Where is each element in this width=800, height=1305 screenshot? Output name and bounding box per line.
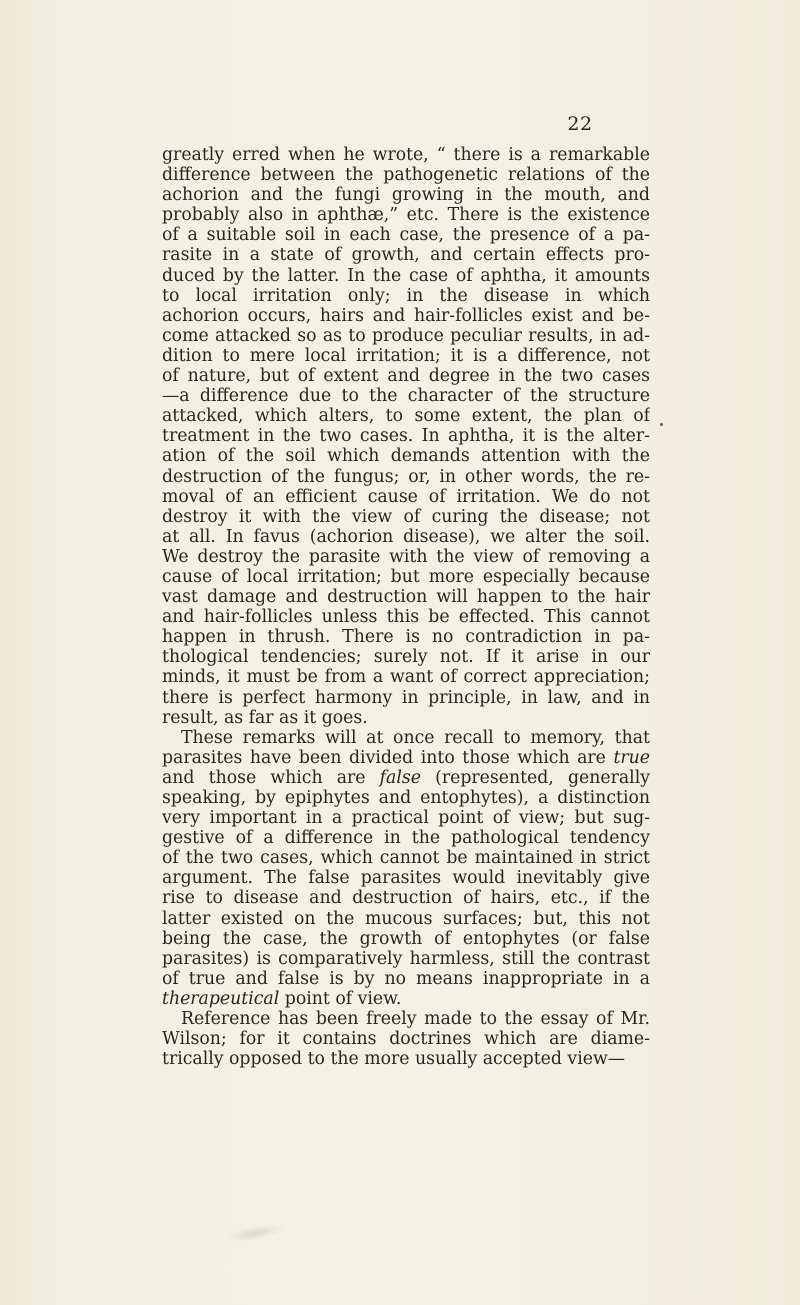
text-line: trically opposed to the more usually accepted view— (162, 1049, 626, 1070)
text-line: of true and false is by no means inappropriate in a (162, 968, 650, 989)
text-line: of nature, but of extent and degree in the two cases (162, 366, 650, 387)
text-line: come attacked so as to produce peculiar results, in ad- (162, 325, 650, 346)
italic-word: true (613, 747, 650, 768)
text-line-with-italic (162, 768, 650, 788)
text-line-with-italic (162, 989, 650, 1009)
text-line: of the two cases, which cannot be maintained in strict (162, 848, 650, 869)
text-fragment: (represented, generally (435, 767, 650, 788)
text-line: thological tendencies; surely not. If it arise in our (162, 647, 650, 668)
body-text (162, 145, 650, 1069)
text-line: to local irritation only; in the disease in which (162, 285, 650, 306)
text-line: happen in thrush. There is no contradiction in pa- (162, 627, 650, 648)
text-fragment: and those which are (162, 767, 366, 788)
text-line: vast damage and destruction will happen to the hair (162, 587, 650, 608)
text-fragment: point of view. (284, 988, 402, 1009)
ink-speck (660, 423, 663, 426)
text-line: argument. The false parasites would inevitably give (162, 868, 650, 889)
text-line: very important in a practical point of view; but sug- (162, 808, 650, 829)
text-line: rise to disease and destruction of hairs, etc., if the (162, 888, 650, 909)
text-line: moval of an efficient cause of irritation. We do not (162, 486, 650, 507)
text-line: achorion and the fungi growing in the mouth, and (162, 185, 650, 206)
text-line: attacked, which alters, to some extent, the plan of (162, 406, 650, 427)
page-number: 22 (567, 113, 593, 135)
text-line-with-italic (162, 748, 650, 768)
paper-smudge (224, 1221, 286, 1245)
italic-word: therapeutical (162, 988, 280, 1009)
text-line: dition to mere local irritation; it is a difference, not (162, 345, 650, 366)
text-line: achorion occurs, hairs and hair-follicles exist and be- (162, 305, 650, 326)
italic-word: false (379, 767, 421, 788)
text-line: rasite in a state of growth, and certain effects pro- (162, 245, 650, 266)
text-line: probably also in aphthæ,” etc. There is the existence (162, 205, 650, 226)
text-line: We destroy the parasite with the view of removing a (162, 546, 650, 567)
text-line: ation of the soil which demands attention with the (162, 446, 650, 467)
text-line: difference between the pathogenetic relations of the (162, 165, 650, 186)
text-line: gestive of a difference in the pathological tendency (162, 828, 650, 849)
text-line: there is perfect harmony in principle, in law, and in (162, 687, 650, 708)
text-line: being the case, the growth of entophytes (or false (162, 928, 650, 949)
paragraph-start-line: These remarks will at once recall to memory, that (181, 727, 650, 748)
text-line: cause of local irritation; but more especially because (162, 566, 650, 587)
text-line: at all. In favus (achorion disease), we alter the soil. (162, 526, 650, 547)
paragraph-end-line: result, as far as it goes. (162, 707, 368, 728)
text-line: parasites) is comparatively harmless, still the contrast (162, 948, 650, 969)
text-line: Wilson; for it contains doctrines which are diame- (162, 1029, 650, 1050)
text-line: destruction of the fungus; or, in other words, the re- (162, 466, 650, 487)
paragraph-start-line: Reference has been freely made to the essay of Mr. (181, 1009, 650, 1030)
text-line: latter existed on the mucous surfaces; but, this not (162, 908, 650, 929)
text-line: greatly erred when he wrote, “ there is a remarkable (162, 145, 650, 165)
text-line: —a difference due to the character of the structure (162, 386, 650, 407)
text-fragment: parasites have been divided into those which are (162, 747, 606, 768)
text-line: duced by the latter. In the case of aphtha, it amounts (162, 265, 650, 286)
text-line: of a suitable soil in each case, the presence of a pa- (162, 225, 650, 246)
text-line: treatment in the two cases. In aphtha, it is the alter- (162, 426, 650, 447)
text-line: and hair-follicles unless this be effected. This cannot (162, 607, 650, 628)
text-line: destroy it with the view of curing the disease; not (162, 506, 650, 527)
text-line: speaking, by epiphytes and entophytes), a distinction (162, 788, 650, 808)
text-line: minds, it must be from a want of correct appreciation; (162, 667, 650, 688)
